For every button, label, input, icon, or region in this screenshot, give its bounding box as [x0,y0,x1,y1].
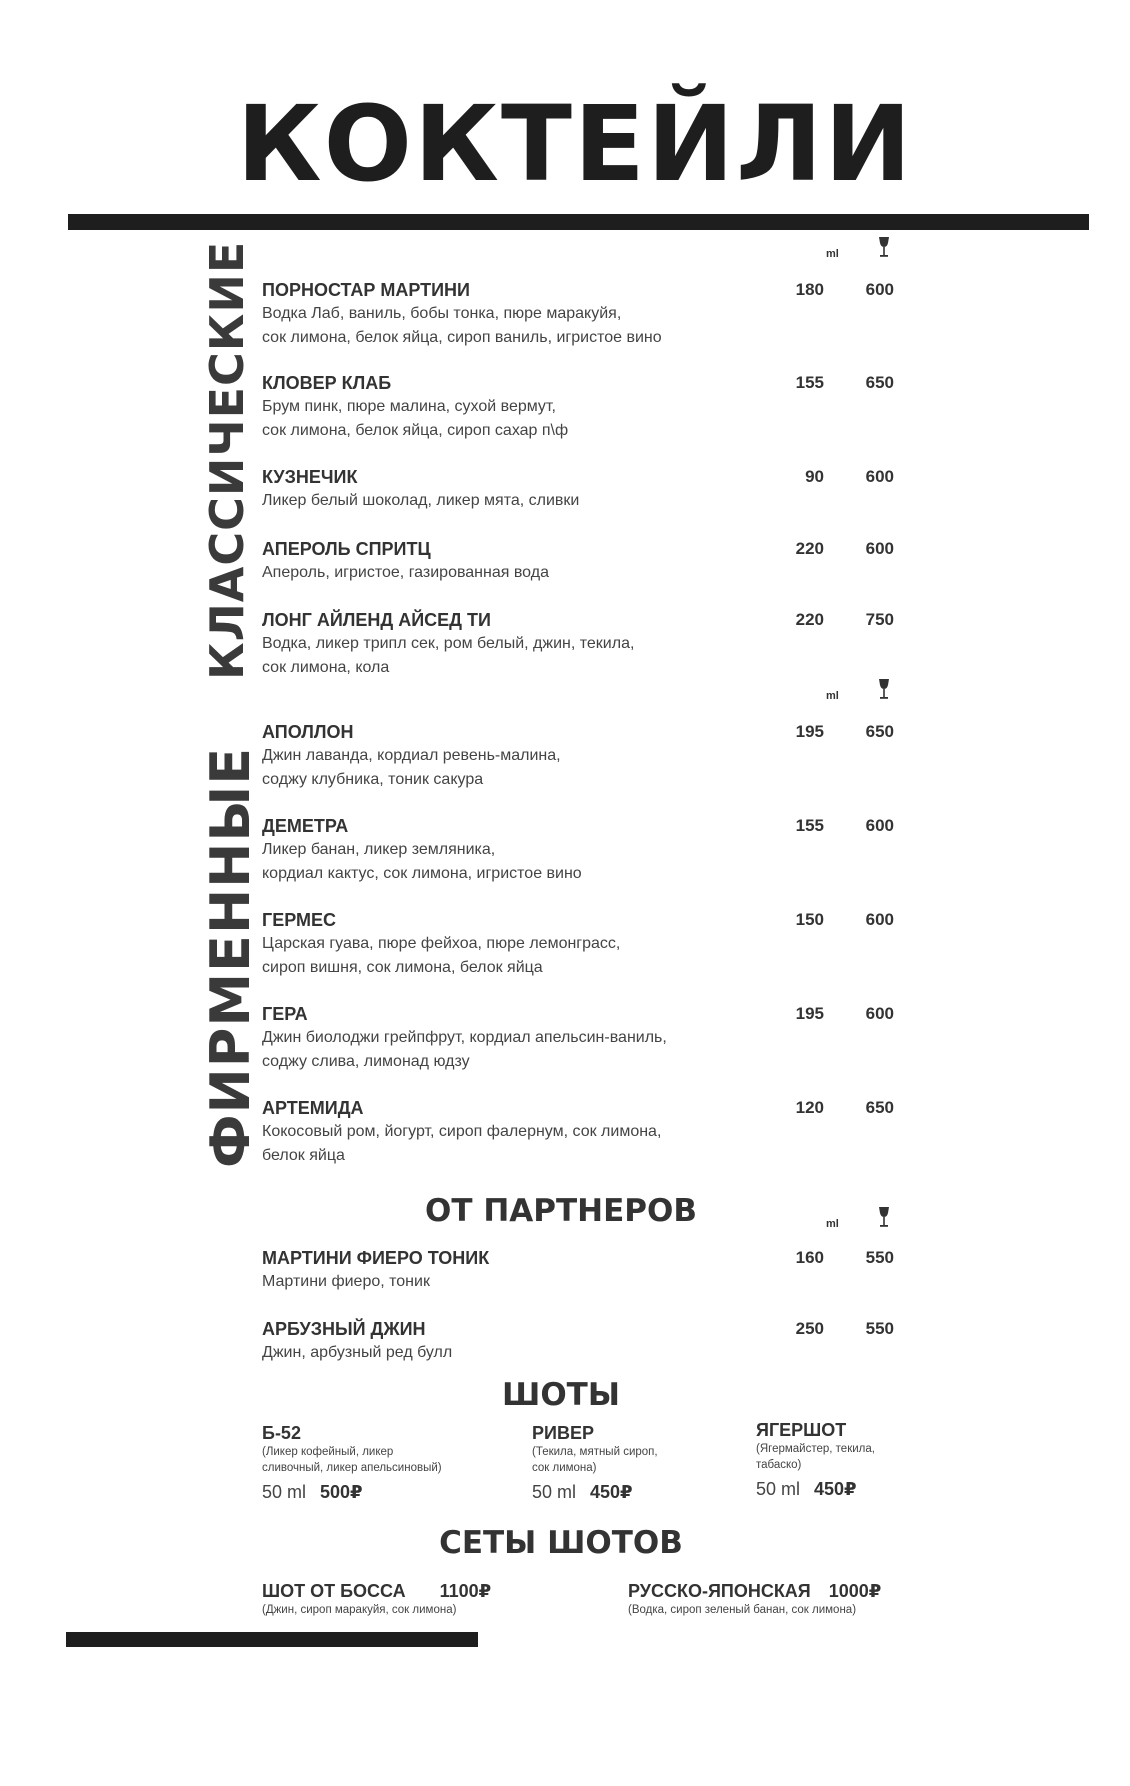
item-price: 600 [865,280,894,299]
section-shots-title: ШОТЫ [502,1377,620,1413]
menu-item-hermes [262,908,912,980]
shot-b52 [262,1422,492,1504]
wine-glass-icon [877,236,891,258]
item-desc: Водка, ликер трипл сек, ром белый, джин, текила, [262,635,635,652]
set-price: 1100₽ [439,1581,492,1601]
top-divider [68,214,1089,230]
item-desc: сироп вишня, сок лимона, белок яйца [262,959,543,976]
set-russo-japanese [628,1580,881,1618]
shot-price: 450₽ [590,1482,633,1502]
item-desc: Ликер банан, ликер земляника, [262,841,496,858]
set-name-row [628,1580,881,1602]
item-name: ГЕРА [262,1004,308,1024]
item-volume: 250 [795,1319,824,1338]
section-signature-label: ФИРМЕННЫЕ [199,746,262,1168]
bottom-divider [66,1632,478,1647]
item-price: 650 [865,722,894,741]
item-volume: 150 [795,910,824,929]
shot-name: Б-52 [262,1423,301,1443]
item-desc: сок лимона, кола [262,659,390,676]
item-price: 550 [865,1248,894,1267]
item-desc: Царская гуава, пюре фейхоа, пюре лемонграсс, [262,935,621,952]
item-name: АРТЕМИДА [262,1098,364,1118]
item-desc: Джин лаванда, кордиал ревень-малина, [262,747,561,764]
item-name: ПОРНОСТАР МАРТИНИ [262,280,470,300]
column-ml-label: ml [826,690,839,702]
item-desc: Ликер белый шоколад, ликер мята, сливки [262,492,580,509]
menu-item-watermelon-gin [262,1317,912,1365]
item-volume: 220 [795,539,824,558]
shot-volume: 50 ml [262,1482,307,1502]
menu-item-clover-club [262,371,912,443]
shot-desc: табаско) [756,1459,802,1471]
menu-item-hera [262,1002,912,1074]
item-price: 600 [865,467,894,486]
shot-volume: 50 ml [756,1479,801,1499]
shot-desc: (Ликер кофейный, ликер [262,1446,394,1458]
item-desc: сок лимона, белок яйца, сироп сахар п\ф [262,422,569,439]
item-desc: Брум пинк, пюре малина, сухой вермут, [262,398,556,415]
set-boss-shot [262,1580,491,1618]
shot-desc: (Текила, мятный сироп, [532,1446,658,1458]
item-desc: Мартини фиеро, тоник [262,1273,430,1290]
shot-jagershot [756,1419,956,1501]
item-price: 600 [865,1004,894,1023]
item-price: 600 [865,816,894,835]
column-ml-label: ml [826,248,839,260]
item-name: АРБУЗНЫЙ ДЖИН [262,1319,426,1339]
shot-price: 450₽ [814,1479,857,1499]
item-name: КЛОВЕР КЛАБ [262,373,392,393]
item-volume: 90 [805,467,824,486]
set-name: РУССКО-ЯПОНСКАЯ [628,1581,811,1601]
set-price: 1000₽ [828,1581,882,1601]
menu-item-artemida [262,1096,912,1168]
shot-desc: сливочный, ликер апельсиновый) [262,1462,442,1474]
item-name: ГЕРМЕС [262,910,336,930]
item-volume: 220 [795,610,824,629]
column-ml-label: ml [826,1218,839,1230]
item-desc: соджу слива, лимонад юдзу [262,1053,470,1070]
menu-item-apollo [262,720,912,792]
shot-desc: (Ягермайстер, текила, [756,1443,875,1455]
item-desc: кордиал кактус, сок лимона, игристое вино [262,865,582,882]
item-desc: Кокосовый ром, йогурт, сироп фалернум, сок лимона, [262,1123,662,1140]
menu-item-long-island [262,608,912,680]
menu-item-grasshopper [262,465,912,513]
shot-river [532,1422,732,1504]
item-volume: 195 [795,722,824,741]
item-price: 550 [865,1319,894,1338]
item-desc: Водка Лаб, ваниль, бобы тонка, пюре маракуйя, [262,305,622,322]
item-volume: 155 [795,816,824,835]
set-desc: (Водка, сироп зеленый банан, сок лимона) [628,1604,857,1616]
menu-item-pornstar-martini [262,278,912,350]
set-name: ШОТ ОТ БОССА [262,1581,406,1601]
section-partners-title: ОТ ПАРТНЕРОВ [425,1193,697,1229]
item-desc: Апероль, игристое, газированная вода [262,564,549,581]
shot-name: ЯГЕРШОТ [756,1420,847,1440]
section-sets-title: СЕТЫ ШОТОВ [439,1525,683,1561]
item-price: 600 [865,910,894,929]
item-name: АПОЛЛОН [262,722,354,742]
item-price: 650 [865,1098,894,1117]
item-desc: Джин биолоджи грейпфрут, кордиал апельсин-ваниль, [262,1029,667,1046]
shot-desc: сок лимона) [532,1462,597,1474]
shot-volume: 50 ml [532,1482,577,1502]
item-name: КУЗНЕЧИК [262,467,358,487]
set-name-row [262,1580,491,1602]
item-volume: 180 [795,280,824,299]
wine-glass-icon [877,1206,891,1228]
menu-item-martini-fiero-tonic [262,1246,912,1294]
wine-glass-icon [877,678,891,700]
menu-item-demetra [262,814,912,886]
item-name: МАРТИНИ ФИЕРО ТОНИК [262,1248,490,1268]
shot-name: РИВЕР [532,1423,594,1443]
shot-price-row [262,1480,492,1504]
shot-price: 500₽ [320,1482,363,1502]
page-title: КОКТЕЙЛИ [236,83,914,205]
item-desc: соджу клубника, тоник сакура [262,771,484,788]
item-volume: 160 [795,1248,824,1267]
item-volume: 120 [795,1098,824,1117]
item-volume: 195 [795,1004,824,1023]
item-name: АПЕРОЛЬ СПРИТЦ [262,539,431,559]
item-price: 650 [865,373,894,392]
set-desc: (Джин, сироп маракуйя, сок лимона) [262,1604,457,1616]
menu-item-aperol-spritz [262,537,912,585]
shot-price-row [532,1480,732,1504]
item-name: ДЕМЕТРА [262,816,349,836]
item-desc: Джин, арбузный ред булл [262,1344,453,1361]
item-price: 600 [865,539,894,558]
shot-price-row [756,1477,956,1501]
section-classic-label: КЛАССИЧЕСКИЕ [200,240,254,680]
item-desc: сок лимона, белок яйца, сироп ваниль, игристое вино [262,329,662,346]
item-name: ЛОНГ АЙЛЕНД АЙСЕД ТИ [262,610,491,630]
item-price: 750 [865,610,894,629]
item-volume: 155 [795,373,824,392]
item-desc: белок яйца [262,1147,345,1164]
